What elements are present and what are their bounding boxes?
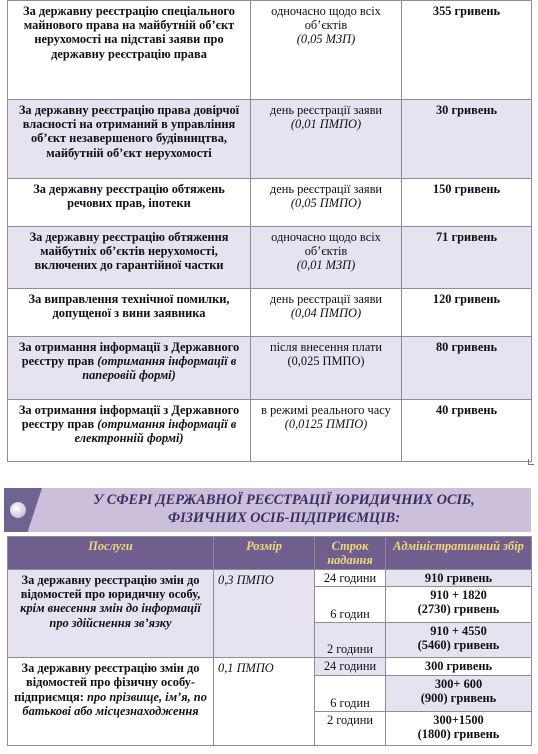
service-fee: 80 гривень: [402, 337, 532, 400]
fee-line: 910 + 4550: [430, 624, 487, 639]
service-term: 2 години: [315, 623, 386, 658]
term-formula: (0,025 ПМПО): [287, 354, 365, 369]
fee-line: 300 гривень: [424, 659, 493, 674]
term-text: в режимі реального часу: [261, 403, 391, 417]
service-fee: 30 гривень: [402, 100, 532, 179]
section-title-line: У СФЕРІ ДЕРЖАВНОЇ РЕЄСТРАЦІЇ ЮРИДИЧНИХ ОСІБ,: [93, 492, 475, 508]
term-text: одночасно щодо всіх об’єктів: [271, 230, 381, 259]
column-header: Строк надання: [315, 537, 386, 570]
term-formula: (0,04 ПМПО): [290, 306, 362, 321]
table-header-row: [8, 537, 532, 570]
service-fee: [386, 570, 532, 587]
table-row: [8, 100, 532, 179]
service-fee: [386, 658, 532, 676]
column-header: Адміністративний збір: [386, 537, 532, 570]
table-row: [8, 570, 532, 587]
fee-line: 910 + 1820: [430, 588, 487, 603]
service-name-note: (отримання інформації в електронній формі): [74, 417, 237, 446]
service-note: крім внесення змін до інформації про здійснення зв’язку: [20, 601, 201, 630]
service-name: [8, 400, 251, 462]
bullet-icon: [10, 502, 26, 518]
table-row: [8, 227, 532, 289]
service-description: [8, 570, 214, 658]
service-term: 2 години: [315, 712, 386, 746]
section-title: [44, 491, 524, 527]
service-term: 6 годин: [315, 676, 386, 712]
service-fee: [386, 676, 532, 712]
fee-line: (5460) гривень: [417, 638, 500, 653]
column-header: Послуги: [8, 537, 214, 570]
term-text: день реєстрації заяви: [269, 103, 383, 117]
fee-line: (1800) гривень: [417, 727, 500, 742]
service-fee: 40 гривень: [402, 400, 532, 462]
service-term: 24 години: [315, 570, 386, 587]
service-fee: 355 гривень: [402, 1, 532, 100]
section-title-line: ФІЗИЧНИХ ОСІБ-ПІДПРИЄМЦІВ:: [168, 510, 400, 526]
table-row: [8, 337, 532, 400]
fees-table-legal-entities: [7, 536, 532, 746]
service-description: [8, 658, 214, 746]
paragraph-end-mark: [528, 459, 534, 465]
column-header: Розмір: [214, 537, 315, 570]
service-term: 24 години: [315, 658, 386, 676]
fees-table-property: [7, 0, 532, 462]
term-text: день реєстрації заяви: [269, 182, 383, 196]
table-row: [8, 179, 532, 227]
table-row: [8, 400, 532, 462]
service-name: [8, 337, 251, 400]
service-fee: 150 гривень: [402, 179, 532, 227]
service-fee: 120 гривень: [402, 289, 532, 337]
term-formula: (0,01 МЗП): [296, 258, 356, 273]
service-text: За державну реєстрацію змін до відомостей про фізичну особу-підприємця:: [14, 661, 200, 704]
fee-line: 300+1500: [433, 713, 484, 728]
service-term: 6 годин: [315, 587, 386, 623]
service-name-text: За отримання інформації з Державного реєстру прав: [18, 340, 240, 369]
service-name-text: За отримання інформації з Державного реєстру прав: [18, 403, 240, 432]
fee-line: (900) гривень: [420, 691, 497, 706]
term-formula: (0,0125 ПМПО): [284, 417, 368, 432]
section-banner: [4, 488, 531, 532]
service-fee: [386, 623, 532, 658]
service-term: [251, 1, 402, 100]
fee-line: (2730) гривень: [417, 602, 500, 617]
service-text: За державну реєстрацію змін до відомостей про юридичну особу,: [20, 573, 201, 602]
table-row: [8, 658, 532, 676]
service-term: [251, 100, 402, 179]
service-name: За виправлення технічної помилки, допущеної з вини заявника: [8, 289, 251, 337]
service-term: [251, 337, 402, 400]
service-name: За державну реєстрацію спеціального майнового права на майбутній об’єкт нерухомості на підставі заяви про державну реєстрацію права: [8, 1, 251, 100]
service-size: 0,3 ПМПО: [214, 570, 315, 658]
service-name: За державну реєстрацію права довірчої власності на отриманий в управління об’єкт незавершеного будівництва, майбутній об’єкт нерухомості: [8, 100, 251, 179]
service-term: [251, 289, 402, 337]
service-term: [251, 400, 402, 462]
term-formula: (0,05 МЗП): [296, 32, 356, 47]
service-fee: [386, 712, 532, 746]
term-formula: (0,01 ПМПО): [290, 117, 362, 132]
service-term: [251, 227, 402, 289]
service-name-note: (отримання інформації в паперовій формі): [82, 354, 237, 383]
term-text: після внесення плати: [269, 340, 383, 354]
fee-line: 300+ 600: [434, 677, 483, 692]
service-fee: 71 гривень: [402, 227, 532, 289]
service-term: [251, 179, 402, 227]
term-text: день реєстрації заяви: [269, 292, 383, 306]
service-name: За державну реєстрацію обтяжень речових прав, іпотеки: [8, 179, 251, 227]
term-formula: (0,05 ПМПО): [290, 196, 362, 211]
fee-line: 910 гривень: [424, 571, 493, 585]
service-note: про прізвище, ім’я, по батькові або місцезнаходження: [22, 689, 207, 718]
term-text: одночасно щодо всіх об’єктів: [271, 4, 381, 33]
table-row: [8, 1, 532, 100]
table-row: [8, 289, 532, 337]
service-size: 0,1 ПМПО: [214, 658, 315, 746]
service-name: За державну реєстрацію обтяження майбутніх об’єктів нерухомості, включених до гарантійної частки: [8, 227, 251, 289]
service-fee: [386, 587, 532, 623]
